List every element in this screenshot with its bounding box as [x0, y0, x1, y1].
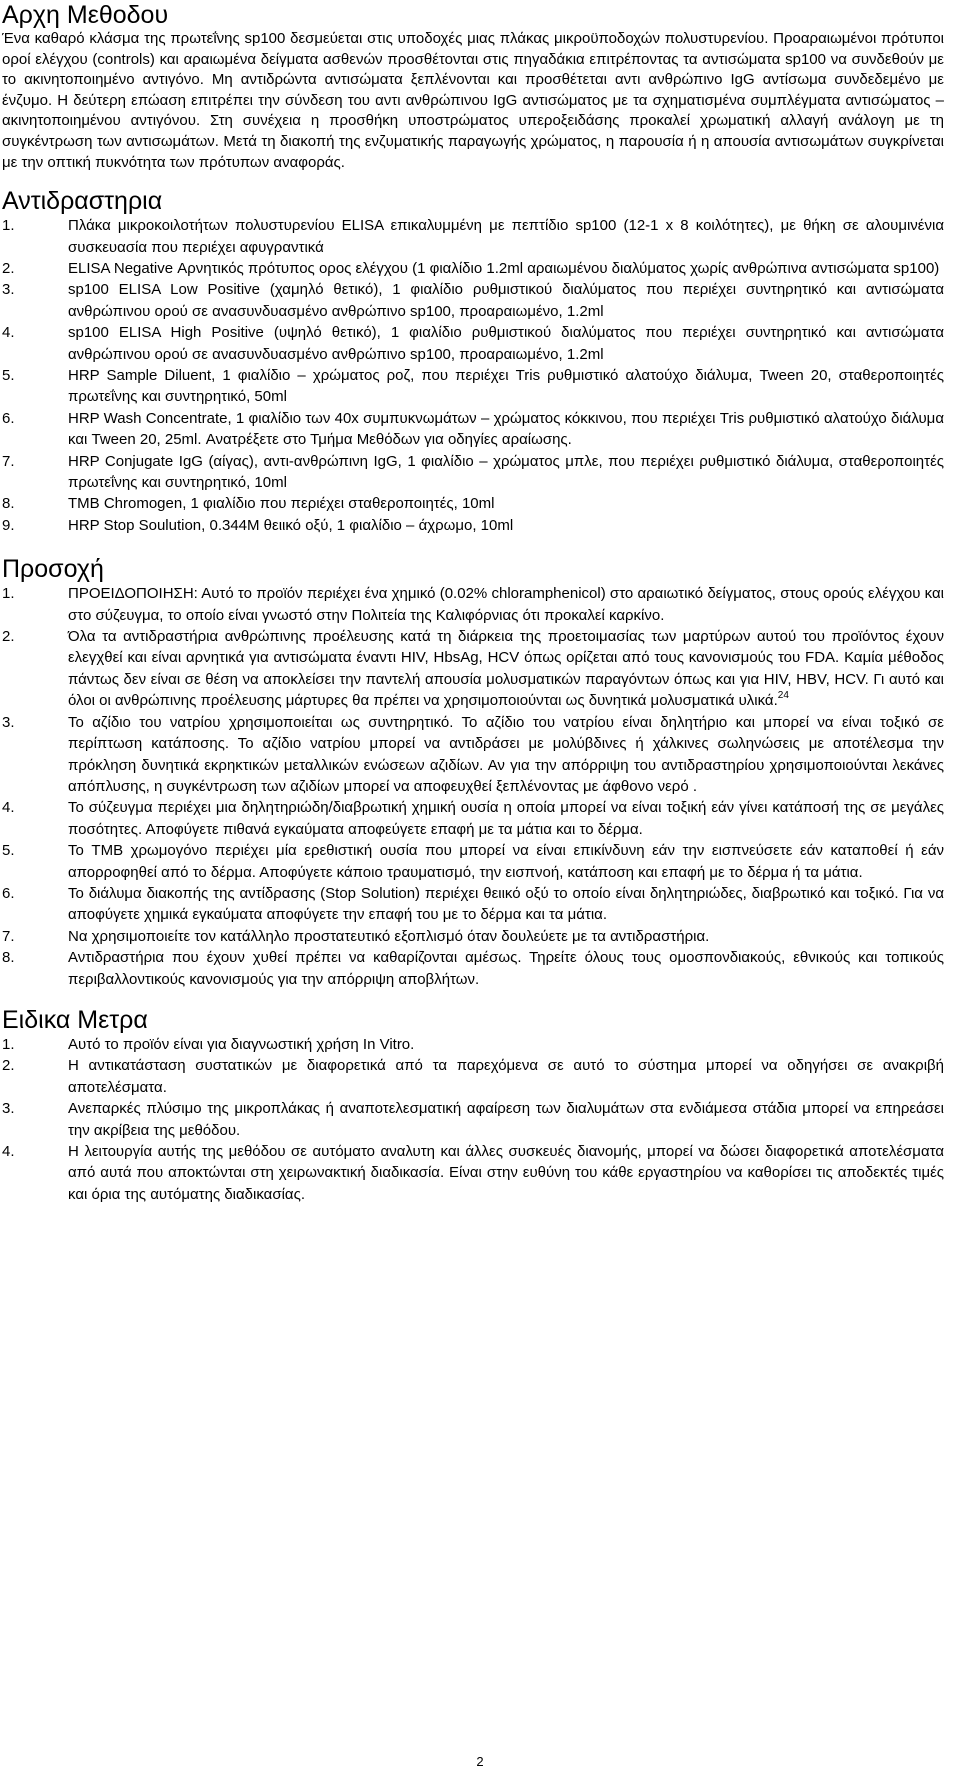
- list-item: [2, 322, 944, 365]
- item-number: 3.: [2, 281, 15, 299]
- item-number: 3.: [2, 713, 15, 731]
- item-text: sp100 ELISA High Positive (υψηλό θετικό), 1 φιαλίδιο ρυθμιστικού διαλύματος που περιέχει συντηρητικό και αντισώματα ανθρώπινου ορού σε ανασυνδυασμένο ανθρώπινο sp100, προαραιωμένο, 1.2ml: [68, 324, 944, 363]
- list-item: [2, 408, 944, 451]
- list-item: [2, 1141, 944, 1205]
- item-number: 8.: [2, 495, 15, 513]
- item-number: 5.: [2, 842, 15, 860]
- item-number: 7.: [2, 927, 15, 945]
- reference-superscript: 24: [777, 690, 789, 702]
- item-number: 2.: [2, 1057, 15, 1075]
- method-section: [2, 1, 944, 173]
- reagents-list: [2, 215, 944, 536]
- list-item: [2, 626, 944, 712]
- list-item: [2, 583, 944, 626]
- item-text: ΠΡΟΕΙΔΟΠΟΙΗΣΗ: Αυτό το προϊόν περιέχει ένα χημικό (0.02% chloramphenicol) στο αραιωτικό δείγματος, στους ορούς ελέγχου και στο σύζευγμα, το οποίο είναι γνωστό στην Πολιτεία της Καλιφόρνιας ότι προκαλεί καρκίνο.: [68, 585, 944, 624]
- item-text: HRP Stop Soulution, 0.344M θειικό οξύ, 1 φιαλίδιο – άχρωμο, 10ml: [68, 516, 514, 534]
- item-text: HRP Wash Concentrate, 1 φιαλίδιο των 40x συμπυκνωμάτων – χρώματος κόκκινου, που περιέχει Tris ρυθμιστικό αλατούχο διάλυμα και Tween 20, 25ml. Ανατρέξετε στο Τμήμα Μεθόδων για οδηγίες αραίωσης.: [68, 409, 944, 449]
- item-text: Η λειτουργία αυτής της μεθόδου σε αυτόματο αναλυτη και άλλες συσκευές διανομής, μπορεί να δώσει διαφορετικά αποτελέσματα από αυτά που αποκτώνται στη χειρωνακτική διαδικασία. Είναι στην ευθύνη του κάθε εργαστηρίου να καθορίσει τις αποδεκτές τιμές και όρια της αυτόματης διαδικασίας.: [68, 1143, 944, 1203]
- item-number: 9.: [2, 516, 15, 534]
- reagents-title: Αντιδραστηρια: [2, 187, 163, 216]
- item-number: 1.: [2, 585, 15, 603]
- list-item: [2, 883, 944, 926]
- list-item: [2, 1055, 944, 1098]
- item-text: Όλα τα αντιδραστήρια ανθρώπινης προέλευσης κατά τη διάρκεια της προετοιμασίας των μαρτύρων αυτού του προϊόντος έχουν ελεγχθεί και είναι αρνητικά για αντισώματα έναντι HIV, HbsAg, HCV όπως ορίζεται από τους κανονισμούς του FDA. Καμία μέθοδος πάντως δεν είναι σε θέση να αποκλείσει την παντελή απουσία μολυσματικών παραγόντων όπως και για HIV, HBV, HCV. Γι αυτό και όλοι οι ανθρώπινης προέλευσης μάρτυρες θα πρέπει να χρησιμοποιούνται ως δυνητικά μολυσματικά υλικά.: [68, 628, 944, 710]
- special-measures-title: Ειδικα Μετρα: [2, 1005, 148, 1034]
- item-text: Αυτό το προϊόν είναι για διαγνωστική χρήση In Vitro.: [68, 1035, 415, 1053]
- list-item: [2, 515, 944, 536]
- item-number: 4.: [2, 1143, 15, 1160]
- list-item: [2, 258, 944, 279]
- item-number: 2.: [2, 628, 15, 646]
- item-text: Η αντικατάσταση συστατικών με διαφορετικά από τα παρεχόμενα σε αυτό το σύστημα μπορεί να οδηγήσει σε ανακριβή αποτελέσματα.: [68, 1057, 944, 1096]
- item-text: Το σύζευγμα περιέχει μια δηλητηριώδη/διαβρωτική χημική ουσία η οποία μπορεί να είναι τοξική εάν γίνει κατάποσή της σε μεγάλες ποσότητες. Αποφύγετε πιθανά εγκαύματα αποφεύγετε επαφή με τα μάτια και το δέρμα.: [68, 799, 944, 838]
- caution-title: Προσοχή: [2, 555, 104, 584]
- special-measures-list: [2, 1034, 944, 1205]
- item-number: 4.: [2, 324, 15, 342]
- list-item: [2, 451, 944, 494]
- item-text: TMB Chromogen, 1 φιαλίδιο που περιέχει σταθεροποιητές, 10ml: [68, 495, 495, 513]
- list-item: [2, 279, 944, 322]
- item-number: 6.: [2, 409, 15, 427]
- reagents-section: [2, 187, 944, 536]
- item-number: 7.: [2, 452, 15, 470]
- item-text: Ανεπαρκές πλύσιμο της μικροπλάκας ή αναποτελεσματική αφαίρεση των διαλυμάτων στα ενδιάμεσα στάδια μπορεί να επηρεάσει την ακρίβεια της μεθόδου.: [68, 1100, 944, 1139]
- item-number: 2.: [2, 259, 15, 277]
- item-text: Το TMB χρωμογόνο περιέχει μία ερεθιστική ουσία που μπορεί να είναι επικίνδυνη εάν την εισπνεύσετε εάν καταποθεί ή εάν απορροφηθεί από το δέρμα. Αποφύγετε κάποιο τραυματισμό, την εισπνοή, κατάποση και επαφή με το δέρμα ή τα μάτια.: [68, 842, 944, 881]
- item-text: Αντιδραστήρια που έχουν χυθεί πρέπει να καθαρίζονται αμέσως. Τηρείτε όλους τους ομοσπονδιακούς, εθνικούς και τοπικούς περιβαλλοντικούς κανονισμούς για την απόρριψη αποβλήτων.: [68, 949, 944, 988]
- list-item: [2, 840, 944, 883]
- list-item: [2, 712, 944, 798]
- item-number: 6.: [2, 884, 15, 902]
- special-measures-section: [2, 1006, 944, 1205]
- item-number: 3.: [2, 1100, 15, 1118]
- item-text: Το αζίδιο του νατρίου χρησιμοποιείται ως συντηρητικό. Το αζίδιο του νατρίου είναι δηλητήριο και μπορεί να είναι τοξικό σε περίπτωση κατάποσης. Το αζίδιο νατρίου μπορεί να αντιδράσει με μολύβδινες ή χάλκινες σωληνώσεις με αποτέλεσμα την πρόκληση δυνητικά εκρηκτικών μεταλλικών ενώσεων αζιδίων. Αν για την απόρριψη του αντιδραστηρίου χρησιμοποιούνται λεκάνες απόπλυσης, η συγκέντρωση των αζιδίων μπορεί να αποφευχθεί ξεπλένοντας με άφθονο νερό .: [68, 713, 944, 795]
- list-item: [2, 797, 944, 840]
- caution-list: [2, 583, 944, 990]
- page-number: 2: [476, 1754, 484, 1769]
- item-text: Να χρησιμοποιείτε τον κατάλληλο προστατευτικό εξοπλισμό όταν δουλεύετε με τα αντιδραστήρια.: [68, 927, 710, 945]
- item-number: 1.: [2, 1035, 15, 1053]
- caution-section: [2, 555, 944, 990]
- item-text: Το διάλυμα διακοπής της αντίδρασης (Stop Solution) περιέχει θειικό οξύ το οποίο είναι δηλητηριώδες, διαβρωτικό και τοξικό. Για να αποφύγετε χημικά εγκαύματα αποφύγετε την επαφή του με το δέρμα και τα μάτια.: [68, 884, 944, 924]
- method-paragraph: Ένα καθαρό κλάσμα της πρωτεΐνης sp100 δεσμεύεται στις υποδοχές μιας πλάκας μικροϋποδοχών πολυστυρενίου. Προαραιωμένοι πρότυποι οροί ελέγχου (controls) και αραιωμένα δείγματα ασθενών προσθέτονται στις πηγαδάκια επιτρέποντας τα αντισώματα sp100 να συνδεθούν με το ακινητοποιημένο αντιγόνο. Μη αντιδρώντα αντισώματα ξεπλένονται και προσθέτεται αντι ανθρώπινο IgG αντίσωμα συνδεδεμένο με ένζυμο. Η δεύτερη επώαση επιτρέπει την σύνδεση του αντι ανθρώπινου IgG αντισώματος με τα σχηματισμένα συμπλέγματα αντισώματος – ακινητοποιημένου αντιγόνου. Στη συνέχεια η προσθήκη υποστρώματος υπεροξειδάσης προκαλεί χρωματική αλλαγή ανάλογη με τη συγκέντρωση των αντισωμάτων. Μετά τη διακοπή της ενζυματικής παραγωγής χρώματος, η παρουσία ή η απουσία αντισωμάτων συγκρίνεται με την οπτική πυκνότητα των πρότυπων αναφοράς.: [2, 30, 944, 171]
- list-item: [2, 493, 944, 514]
- item-number: 4.: [2, 799, 15, 817]
- item-text: HRP Sample Diluent, 1 φιαλίδιο – χρώματος ροζ, που περιέχει Tris ρυθμιστικό αλατούχο διάλυμα, Tween 20, σταθεροποιητές πρωτεΐνης και συντηρητικό, 50ml: [68, 367, 944, 406]
- item-number: 5.: [2, 367, 15, 384]
- item-text: ELISA Negative Αρνητικός πρότυπος ορος ελέγχου (1 φιαλίδιο 1.2ml αραιωμένου διαλύματος χωρίς ανθρώπινα αντισώματα sp100): [68, 259, 940, 277]
- list-item: [2, 947, 944, 990]
- item-text: sp100 ELISA Low Positive (χαμηλό θετικό), 1 φιαλίδιο ρυθμιστικού διαλύματος που περιέχει συντηρητικό και αντισώματα ανθρώπινου ορού σε ανασυνδυασμένο ανθρώπινο sp100, προαραιωμένο, 1.2ml: [68, 281, 944, 320]
- list-item: [2, 365, 944, 408]
- item-text: HRP Conjugate IgG (αίγας), αντι-ανθρώπινη IgG, 1 φιαλίδιο – χρώματος μπλε, που περιέχει ρυθμιστικό διάλυμα, σταθεροποιητές πρωτεΐνης και συντηρητικό, 10ml: [68, 452, 944, 492]
- method-title: Αρχη Μεθοδου: [2, 1, 169, 29]
- list-item: [2, 1034, 944, 1055]
- item-text: Πλάκα μικροκοιλοτήτων πολυστυρενίου ELISA επικαλυμμένη με πεπτίδιο sp100 (12-1 x 8 κοιλότητες), με θήκη σε αλουμινένια συσκευασία που περιέχει αφυγραντικά: [68, 217, 944, 256]
- item-number: 8.: [2, 949, 15, 967]
- list-item: [2, 1098, 944, 1141]
- list-item: [2, 926, 944, 947]
- list-item: [2, 215, 944, 258]
- item-number: 1.: [2, 217, 15, 235]
